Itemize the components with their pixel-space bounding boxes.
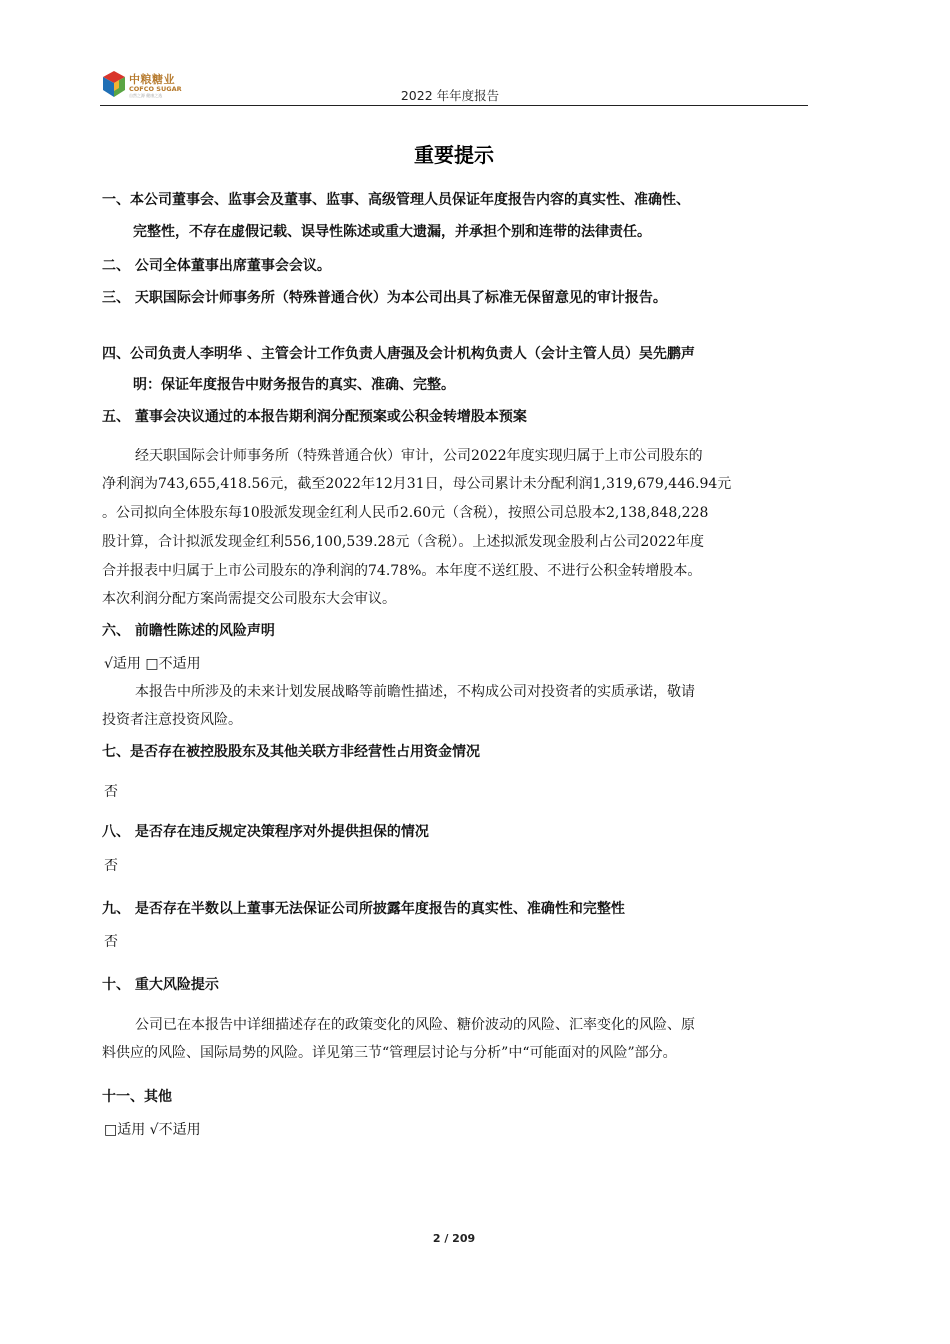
- item-9-heading: 九、 是否存在半数以上董事无法保证公司所披露年度报告的真实性、准确性和完整性: [102, 901, 625, 917]
- item-3: 三、 天职国际会计师事务所（特殊普通合伙）为本公司出具了标准无保留意见的审计报告。: [102, 290, 667, 306]
- logo-slogan: 自然之源 健康之选: [129, 93, 163, 98]
- item-1-line-1: 一、本公司董事会、监事会及董事、监事、高级管理人员保证年度报告内容的真实性、准确性、: [102, 192, 690, 208]
- item-6-applicability: √适用 □不适用: [104, 656, 201, 672]
- item-5-paragraph-line: 股计算，合计拟派发现金红利556,100,539.28元（含税）。上述拟派发现金股利占公司2022年度: [102, 534, 704, 550]
- logo-chinese-name: 中粮糖业: [129, 73, 175, 86]
- item-6-paragraph-line: 投资者注意投资风险。: [102, 712, 242, 728]
- item-1-line-2: 完整性，不存在虚假记载、误导性陈述或重大遗漏，并承担个别和连带的法律责任。: [133, 224, 651, 240]
- item-5-paragraph-line: 。公司拟向全体股东每10股派发现金红利人民币2.60元（含税），按照公司总股本2,138,848,228: [102, 505, 709, 521]
- item-5-paragraph-line: 本次利润分配方案尚需提交公司股东大会审议。: [102, 591, 396, 607]
- item-4-line-2: 明：保证年度报告中财务报告的真实、准确、完整。: [133, 377, 455, 393]
- item-5-paragraph-line: 合并报表中归属于上市公司股东的净利润的74.78%。本年度不送红股、不进行公积金转增股本。: [102, 563, 702, 579]
- item-7-answer: 否: [104, 784, 118, 800]
- item-10-paragraph-line: 料供应的风险、国际局势的风险。详见第三节“管理层讨论与分析”中“可能面对的风险”部分。: [102, 1045, 677, 1061]
- item-6-heading: 六、 前瞻性陈述的风险声明: [102, 623, 275, 639]
- item-11-heading: 十一、其他: [102, 1089, 172, 1105]
- item-10-heading: 十、 重大风险提示: [102, 977, 219, 993]
- item-5-paragraph-line: 净利润为743,655,418.56元，截至2022年12月31日，母公司累计未分配利润1,319,679,446.94元: [102, 476, 732, 492]
- item-10-paragraph-line: 公司已在本报告中详细描述存在的政策变化的风险、糖价波动的风险、汇率变化的风险、原: [135, 1017, 695, 1033]
- page-number: 2 / 209: [432, 1232, 476, 1245]
- item-2: 二、 公司全体董事出席董事会会议。: [102, 258, 331, 274]
- page-title: 重要提示: [414, 143, 494, 167]
- item-11-applicability: □适用 √不适用: [104, 1122, 201, 1138]
- logo-english-name: COFCO SUGAR: [129, 85, 182, 93]
- report-header-title: 2022 年年度报告: [400, 88, 500, 103]
- header-divider: [100, 105, 808, 106]
- item-8-heading: 八、 是否存在违反规定决策程序对外提供担保的情况: [102, 824, 429, 840]
- item-8-answer: 否: [104, 858, 118, 874]
- item-9-answer: 否: [104, 934, 118, 950]
- item-7-heading: 七、是否存在被控股股东及其他关联方非经营性占用资金情况: [102, 744, 480, 760]
- item-6-paragraph-line: 本报告中所涉及的未来计划发展战略等前瞻性描述，不构成公司对投资者的实质承诺，敬请: [135, 684, 695, 700]
- item-5-heading: 五、 董事会决议通过的本报告期利润分配预案或公积金转增股本预案: [102, 409, 527, 425]
- item-5-paragraph-line: 经天职国际会计师事务所（特殊普通合伙）审计，公司2022年度实现归属于上市公司股东的: [135, 448, 703, 464]
- item-4-line-1: 四、公司负责人李明华 、主管会计工作负责人唐强及会计机构负责人（会计主管人员）吴先鹏声: [102, 346, 695, 362]
